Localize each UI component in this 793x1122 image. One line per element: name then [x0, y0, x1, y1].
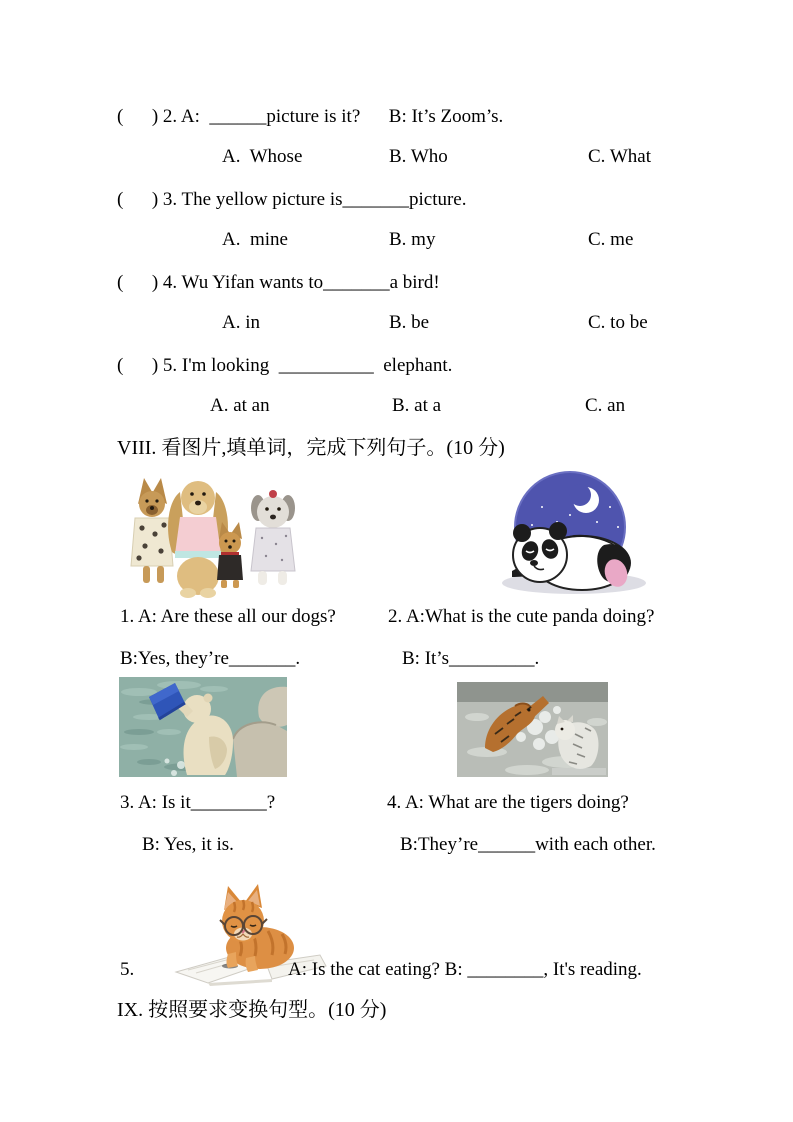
- qa-4a: B: Yes, it is.: [142, 834, 234, 855]
- qa-1a: 1. A: Are these all our dogs?: [120, 606, 336, 627]
- qa-2a: B:Yes, they’re_______.: [120, 648, 301, 669]
- option-b: B. be: [389, 312, 430, 333]
- mc-question-2: ( ) 2. A: ______picture is it? B: It’s Zoom’s.: [117, 106, 504, 127]
- mc-options-2: [0, 146, 793, 172]
- mc-options-4: [0, 312, 793, 338]
- option-c: C. an: [585, 395, 626, 416]
- mc-question-4: ( ) 4. Wu Yifan wants to_______a bird!: [117, 272, 440, 293]
- qa-2b: B: It’s_________.: [402, 648, 540, 669]
- option-b: B. my: [389, 229, 436, 250]
- option-c: C. me: [588, 229, 634, 250]
- option-a: A. mine: [222, 229, 288, 250]
- option-c: C. to be: [588, 312, 648, 333]
- mc-options-3: [0, 229, 793, 255]
- tigers-playing-image: [457, 682, 608, 777]
- option-a: A. at an: [210, 395, 270, 416]
- qa-3b: 4. A: What are the tigers doing?: [387, 792, 629, 813]
- option-c: C. What: [588, 146, 651, 167]
- option-a: A. Whose: [222, 146, 303, 167]
- qa-3a: 3. A: Is it________?: [120, 792, 276, 813]
- mc-question-3: ( ) 3. The yellow picture is_______picture.: [117, 189, 467, 210]
- mc-question-5: ( ) 5. I'm looking __________ elephant.: [117, 355, 453, 376]
- qa-1b: 2. A:What is the cute panda doing?: [388, 606, 655, 627]
- option-b: B. at a: [392, 395, 442, 416]
- qa-4b: B:They’re______with each other.: [400, 834, 656, 855]
- mc-options-5: [0, 395, 793, 421]
- polar-bear-bucket-image: [119, 677, 287, 777]
- qa-5-number: 5.: [120, 959, 135, 980]
- sleeping-panda-image: [482, 467, 658, 600]
- option-b: B. Who: [389, 146, 448, 167]
- section-ix-heading: IX. 按照要求变换句型。(10 分): [117, 999, 387, 1021]
- qa-5-text: A: Is the cat eating? B: ________, It's reading.: [288, 959, 642, 980]
- four-dogs-image: [118, 470, 313, 600]
- section-viii-heading: VIII. 看图片,填单词，完成下列句子。(10 分): [117, 437, 505, 459]
- option-a: A. in: [222, 312, 260, 333]
